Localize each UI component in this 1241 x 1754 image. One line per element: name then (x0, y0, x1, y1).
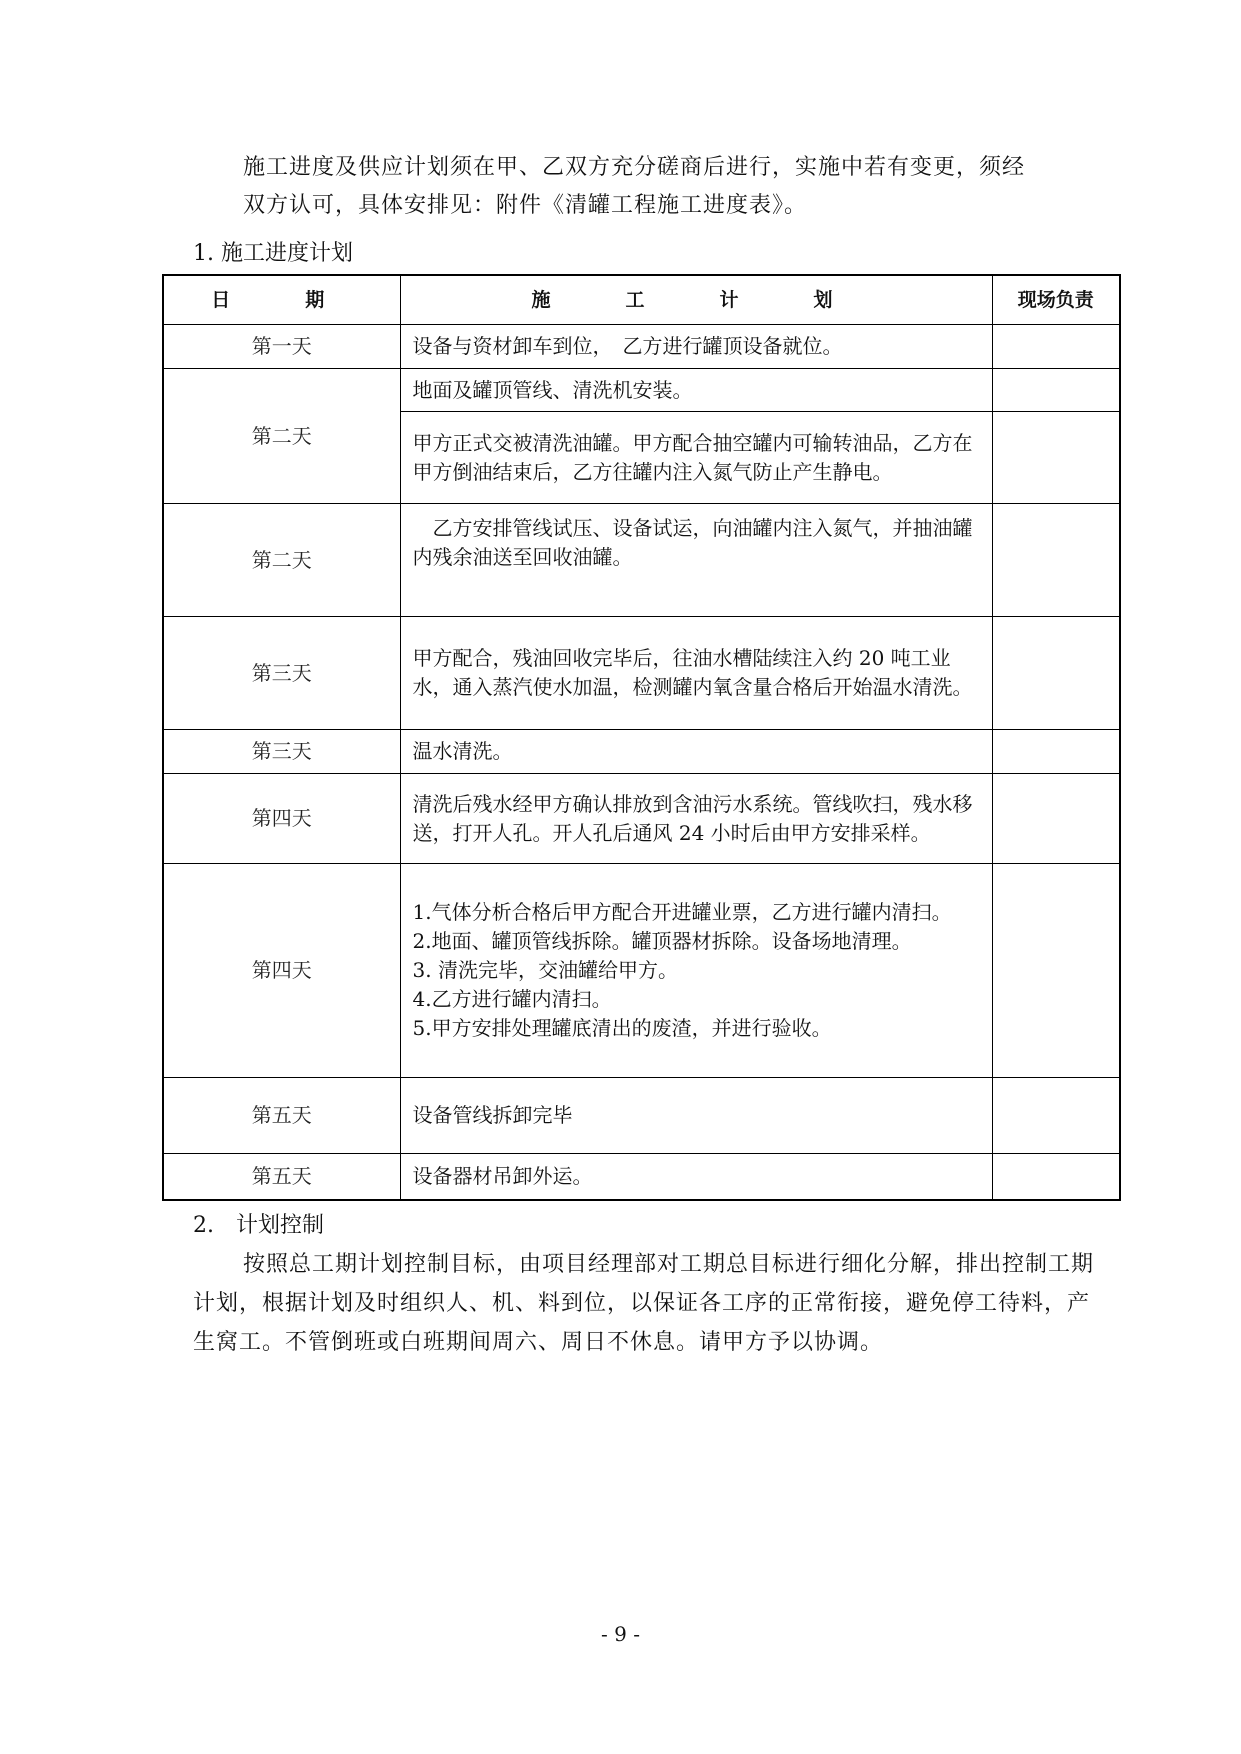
intro-line-2: 双方认可，具体安排见：附件《清罐工程施工进度表》。 (243, 193, 808, 218)
row-responsible (992, 730, 1120, 774)
row-plan (400, 1154, 992, 1200)
row-responsible (992, 504, 1120, 617)
row-responsible (992, 1078, 1120, 1154)
row-plan (400, 617, 992, 730)
table-row (163, 774, 1120, 864)
row-responsible (992, 864, 1120, 1078)
control-paragraph: 按照总工期计划控制目标，由项目经理部对工期总目标进行细化分解，排出控制工期计划，根据计划及时组织人、机、料到位，以保证各工序的正常衔接，避免停工待料，产生窝工。不管倒班或白班期间周六、周日不休息。请甲方予以协调。 (193, 1252, 1095, 1355)
table-row (163, 864, 1120, 1078)
row-plan (400, 1078, 992, 1154)
header-date: 日 期 (163, 275, 400, 325)
table-row (163, 730, 1120, 774)
row-responsible (992, 1154, 1120, 1200)
header-responsible: 现场负责 (992, 275, 1120, 325)
row-plan (400, 412, 992, 504)
row-responsible (992, 369, 1120, 412)
row-day: 第四天 (163, 864, 400, 1078)
plan-line: 清洗后残水经甲方确认排放到含油污水系统。管线吹扫，残水移送，打开人孔。开人孔后通风 24 小时后由甲方安排采样。 (412, 791, 973, 845)
table-row (163, 1078, 1120, 1154)
table-row (163, 1154, 1120, 1200)
row-day: 第二天 (163, 504, 400, 617)
plan-line: 4.乙方进行罐内清扫。 (412, 987, 612, 1011)
table-header-row (163, 275, 1120, 325)
row-responsible (992, 774, 1120, 864)
table-row (163, 325, 1120, 369)
row-day: 第五天 (163, 1078, 400, 1154)
plan-line: 甲方配合，残油回收完毕后，往油水槽陆续注入约 20 吨工业水，通入蒸汽使水加温，检测罐内氧含量合格后开始温水清洗。 (412, 646, 973, 699)
table-row (163, 369, 1120, 412)
row-plan (400, 730, 992, 774)
row-plan (400, 774, 992, 864)
page-number: - 9 - (601, 1622, 640, 1646)
row-plan (400, 864, 992, 1078)
plan-line: 2.地面、罐顶管线拆除。罐顶器材拆除。设备场地清理。 (412, 929, 912, 953)
plan-line: 1.气体分析合格后甲方配合开进罐业票，乙方进行罐内清扫。 (412, 900, 952, 924)
intro-paragraph (243, 149, 1103, 225)
row-day: 第四天 (163, 774, 400, 864)
row-responsible (992, 325, 1120, 369)
plan-line: 设备管线拆卸完毕 (412, 1103, 573, 1127)
row-day: 第三天 (163, 617, 400, 730)
plan-line: 地面及罐顶管线、清洗机安装。 (412, 377, 693, 402)
row-responsible (992, 412, 1120, 504)
section-2-title: 2. 计划控制 (193, 1213, 324, 1238)
table-row (163, 504, 1120, 617)
plan-line: 3. 清洗完毕，交油罐给甲方。 (412, 958, 678, 982)
row-plan (400, 325, 992, 369)
plan-line: 设备器材吊卸外运。 (412, 1163, 593, 1188)
plan-line: 设备与资材卸车到位， 乙方进行罐顶设备就位。 (412, 334, 843, 358)
row-day: 第三天 (163, 730, 400, 774)
plan-line: 温水清洗。 (412, 739, 513, 763)
row-day: 第一天 (163, 325, 400, 369)
row-plan (400, 369, 992, 412)
table-row (163, 617, 1120, 730)
header-plan: 施 工 计 划 (400, 275, 992, 325)
row-plan (400, 504, 992, 617)
section-1-title: 1. 施工进度计划 (193, 241, 353, 266)
schedule-table (162, 274, 1121, 1201)
intro-line-1: 施工进度及供应计划须在甲、乙双方充分磋商后进行，实施中若有变更，须经 (243, 155, 1026, 180)
plan-line: 5.甲方安排处理罐底清出的废渣，并进行验收。 (412, 1016, 832, 1040)
plan-line: 乙方安排管线试压、设备试运，向油罐内注入氮气，并抽油罐内残余油送至回收油罐。 (412, 516, 973, 569)
row-day: 第二天 (163, 369, 400, 504)
row-responsible (992, 617, 1120, 730)
plan-line: 甲方正式交被清洗油罐。甲方配合抽空罐内可输转油品，乙方在甲方倒油结束后，乙方往罐内注入氮气防止产生静电。 (412, 430, 973, 484)
row-day: 第五天 (163, 1154, 400, 1200)
